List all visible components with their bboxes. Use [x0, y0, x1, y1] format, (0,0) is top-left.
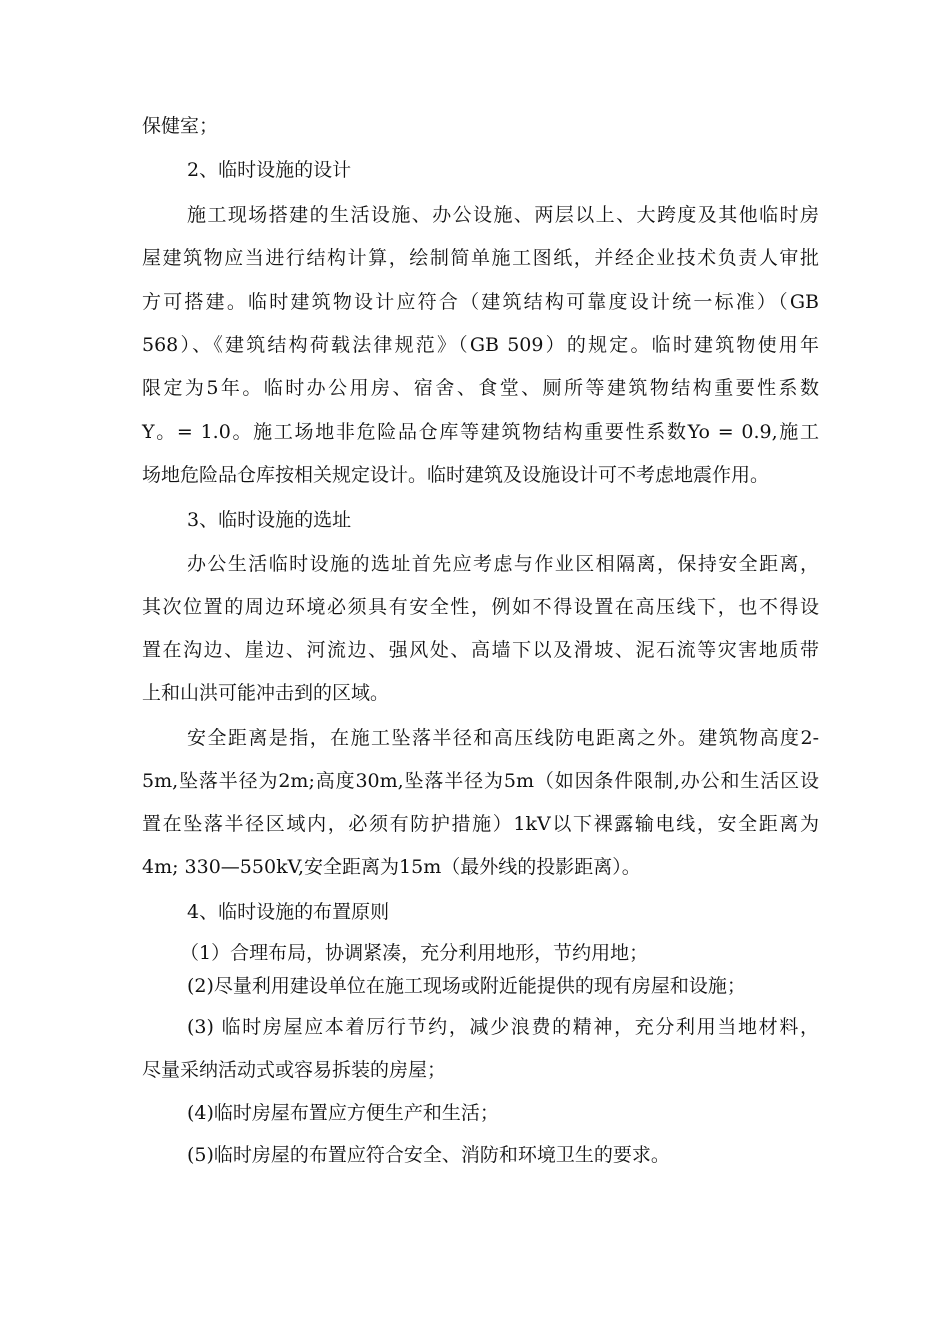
list-item: (3) 临时房屋应本着厉行节约，减少浪费的精神，充分利用当地材料，: [187, 1016, 819, 1038]
text-line: 屋建筑物应当进行结构计算，绘制简单施工图纸，并经企业技术负责人审批: [142, 247, 819, 269]
text-line: 场地危险品仓库按相关规定设计。临时建筑及设施设计可不考虑地震作用。: [142, 464, 770, 486]
text-line: 5m,坠落半径为2m;高度30m,坠落半径为5m（如因条件限制,办公和生活区设: [142, 770, 819, 792]
text-line: 其次位置的周边环境必须具有安全性，例如不得设置在高压线下，也不得设: [142, 596, 819, 618]
section-heading: 2、临时设施的设计: [187, 159, 352, 181]
text-line: 置在坠落半径区域内，必须有防护措施）1kV以下裸露输电线，安全距离为: [142, 813, 819, 835]
text-line: 方可搭建。临时建筑物设计应符合（建筑结构可靠度设计统一标准）（GB: [142, 291, 819, 313]
text-line: 上和山洪可能冲击到的区域。: [142, 682, 390, 704]
text-line: 置在沟边、崖边、河流边、强风处、高墙下以及滑坡、泥石流等灾害地质带: [142, 639, 819, 661]
text-line: 尽量采纳活动式或容易拆装的房屋；: [142, 1059, 447, 1081]
section-heading: 3、临时设施的选址: [187, 509, 352, 531]
list-item: (4)临时房屋布置应方便生产和生活；: [187, 1102, 499, 1124]
text-line: Y。= 1.0。施工场地非危险品仓库等建筑物结构重要性系数Yo = 0.9,施工: [142, 421, 819, 443]
text-line: 568）、《建筑结构荷载法律规范》（GB 509）的规定。临时建筑物使用年: [142, 334, 819, 356]
text-line: 4m; 330—550kV,安全距离为15m（最外线的投影距离）。: [142, 856, 641, 878]
section-heading: 4、临时设施的布置原则: [187, 901, 390, 923]
list-item: (5)临时房屋的布置应符合安全、消防和环境卫生的要求。: [187, 1144, 670, 1166]
text-line: 办公生活临时设施的选址首先应考虑与作业区相隔离，保持安全距离，: [187, 553, 819, 575]
text-line: 施工现场搭建的生活设施、办公设施、两层以上、大跨度及其他临时房: [187, 204, 819, 226]
text-line: 保健室；: [142, 115, 219, 137]
list-item: （1）合理布局，协调紧凑，充分利用地形，节约用地；: [180, 942, 649, 964]
text-line: 限定为5年。临时办公用房、宿舍、食堂、厕所等建筑物结构重要性系数: [142, 377, 819, 399]
list-item: (2)尽量利用建设单位在施工现场或附近能提供的现有房屋和设施；: [187, 975, 746, 997]
text-line: 安全距离是指，在施工坠落半径和高压线防电距离之外。建筑物高度2-: [187, 727, 819, 749]
